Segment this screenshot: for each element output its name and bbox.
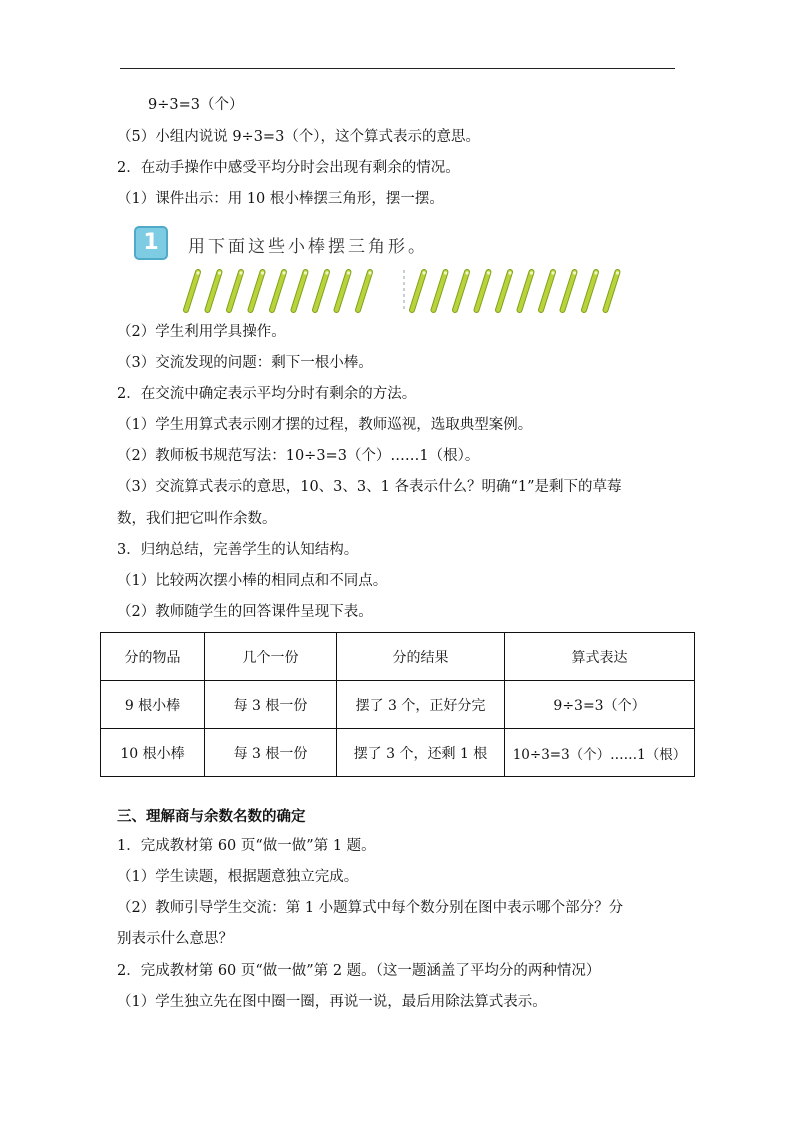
text-line: （2）教师引导学生交流：第 1 小题算式中每个数分别在图中表示哪个部分？分 bbox=[117, 900, 624, 916]
table-row bbox=[101, 681, 695, 729]
text-line: （2）教师板书规范写法：10÷3=3（个）……1（根）。 bbox=[117, 448, 480, 464]
exercise-number-badge: 1 bbox=[134, 226, 168, 260]
stick-icon bbox=[434, 271, 448, 310]
text-line: 9÷3=3（个） bbox=[148, 97, 244, 113]
table-header-cell: 分的结果 bbox=[337, 633, 505, 681]
stick-icon bbox=[477, 271, 491, 310]
stick-icon bbox=[315, 271, 329, 310]
table-cell: 9÷3=3（个） bbox=[505, 681, 695, 729]
text-line: （1）学生用算式表示刚才摆的过程，教师巡视，选取典型案例。 bbox=[117, 417, 533, 433]
stick-icon bbox=[208, 271, 222, 310]
stick-icon bbox=[251, 271, 265, 310]
table-header-cell: 分的物品 bbox=[101, 633, 205, 681]
table-header-cell: 算式表达 bbox=[505, 633, 695, 681]
stick-icon bbox=[358, 271, 372, 310]
stick-icon bbox=[337, 271, 351, 310]
stick-icon bbox=[186, 271, 200, 310]
stick-icon bbox=[272, 271, 286, 310]
text-line: （3）交流发现的问题：剩下一根小棒。 bbox=[117, 355, 373, 371]
table-cell: 每 3 根一份 bbox=[205, 729, 337, 777]
stick-icon bbox=[229, 271, 243, 310]
table-cell: 每 3 根一份 bbox=[205, 681, 337, 729]
stick-icon bbox=[412, 271, 426, 310]
table-row bbox=[101, 729, 695, 777]
figure-caption: 用下面这些小棒摆三角形。 bbox=[188, 237, 428, 257]
text-line: （1）比较两次摆小棒的相同点和不同点。 bbox=[117, 573, 388, 589]
text-line: 2．在动手操作中感受平均分时会出现有剩余的情况。 bbox=[117, 160, 460, 176]
table-cell: 10 根小棒 bbox=[101, 729, 205, 777]
text-line: （1）学生读题，根据题意独立完成。 bbox=[117, 869, 359, 885]
text-line: 2．在交流中确定表示平均分时有剩余的方法。 bbox=[117, 386, 417, 402]
sticks-illustration bbox=[180, 268, 630, 314]
stick-icon bbox=[520, 271, 534, 310]
text-line: （2）学生利用学具操作。 bbox=[117, 324, 286, 340]
table-cell: 10÷3=3（个）……1（根） bbox=[505, 729, 695, 777]
text-line: （2）教师随学生的回答课件呈现下表。 bbox=[117, 604, 373, 620]
table-cell: 摆了 3 个，正好分完 bbox=[337, 681, 505, 729]
text-line: 2．完成教材第 60 页“做一做”第 2 题。（这一题涵盖了平均分的两种情况） bbox=[117, 963, 601, 979]
stick-icon bbox=[563, 271, 577, 310]
text-line: 3．归纳总结，完善学生的认知结构。 bbox=[117, 542, 359, 558]
table-header-row bbox=[101, 633, 695, 681]
text-line: （5）小组内说说 9÷3=3（个），这个算式表示的意思。 bbox=[117, 129, 481, 145]
text-line: （1）课件出示：用 10 根小棒摆三角形，摆一摆。 bbox=[117, 191, 444, 207]
stick-icon bbox=[584, 271, 598, 310]
section-heading: 三、理解商与余数名数的确定 bbox=[117, 809, 306, 825]
text-line: （1）学生独立先在图中圈一圈，再说一说，最后用除法算式表示。 bbox=[117, 994, 547, 1010]
stick-icon bbox=[455, 271, 469, 310]
text-line: 1．完成教材第 60 页“做一做”第 1 题。 bbox=[117, 838, 376, 854]
text-line: （3）交流算式表示的意思，10、3、3、1 各表示什么？明确“1”是剩下的草莓 bbox=[117, 479, 622, 495]
header-rule bbox=[120, 68, 675, 69]
text-line: 别表示什么意思？ bbox=[117, 931, 233, 947]
table-header-cell: 几个一份 bbox=[205, 633, 337, 681]
stick-icon bbox=[294, 271, 308, 310]
summary-table bbox=[100, 632, 695, 777]
stick-icon bbox=[541, 271, 555, 310]
table-cell: 摆了 3 个，还剩 1 根 bbox=[337, 729, 505, 777]
table-cell: 9 根小棒 bbox=[101, 681, 205, 729]
stick-icon bbox=[498, 271, 512, 310]
text-line: 数，我们把它叫作余数。 bbox=[117, 511, 277, 527]
stick-icon bbox=[606, 271, 620, 310]
